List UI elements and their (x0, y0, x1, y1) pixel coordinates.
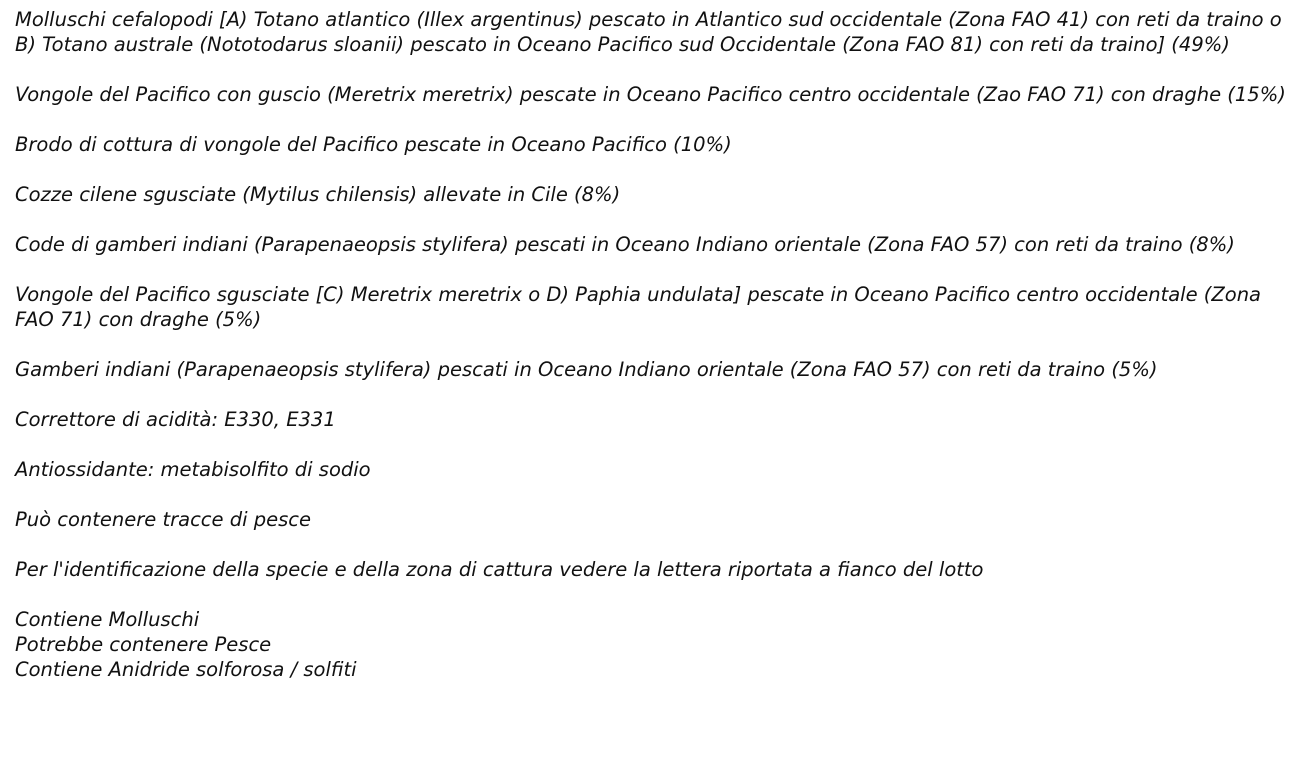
ingredient-antiossidante: Antiossidante: metabisolfito di sodio (15, 458, 371, 481)
allergen-molluschi: Contiene Molluschi (15, 608, 200, 631)
allergen-pesce: Potrebbe contenere Pesce (15, 633, 272, 656)
ingredient-brodo-di-cottura: Brodo di cottura di vongole del Pacifico pescate in Oceano Pacifico (10%) (15, 133, 732, 156)
allergen-block (15, 607, 1305, 682)
ingredient-molluschi-cefalopodi: Molluschi cefalopodi [A) Totano atlantico (Illex argentinus) pescato in Atlantico sud occidentale (Zona FAO 41) con reti da traino o B) Totano australe (Nototodarus sloanii) pescato in Oceano Pacifico sud Occidentale (Zona FAO 81) con reti da traino] (49%) (15, 8, 1282, 56)
note-tracce-di-pesce: Può contenere tracce di pesce (15, 508, 311, 531)
ingredient-vongole-con-guscio: Vongole del Pacifico con guscio (Meretrix meretrix) pescate in Oceano Pacifico centro occidentale (Zao FAO 71) con draghe (15%) (15, 83, 1286, 106)
ingredient-correttore-di-acidita: Correttore di acidità: E330, E331 (15, 408, 336, 431)
ingredient-vongole-sgusciate: Vongole del Pacifico sgusciate [C) Meretrix meretrix o D) Paphia undulata] pescate in Oceano Pacifico centro occidentale (Zona FAO 71) con draghe (5%) (15, 283, 1262, 331)
allergen-solfiti: Contiene Anidride solforosa / solfiti (15, 658, 357, 681)
ingredients-document (15, 7, 1305, 682)
ingredient-gamberi-indiani: Gamberi indiani (Parapenaeopsis stylifera) pescati in Oceano Indiano orientale (Zona FAO 57) con reti da traino (5%) (15, 358, 1158, 381)
ingredient-cozze-cilene: Cozze cilene sgusciate (Mytilus chilensis) allevate in Cile (8%) (15, 183, 621, 206)
ingredient-code-di-gamberi: Code di gamberi indiani (Parapenaeopsis stylifera) pescati in Oceano Indiano orientale (Zona FAO 57) con reti da traino (8%) (15, 233, 1235, 256)
note-identificazione-specie: Per l'identificazione della specie e della zona di cattura vedere la lettera riportata a fianco del lotto (15, 558, 984, 581)
